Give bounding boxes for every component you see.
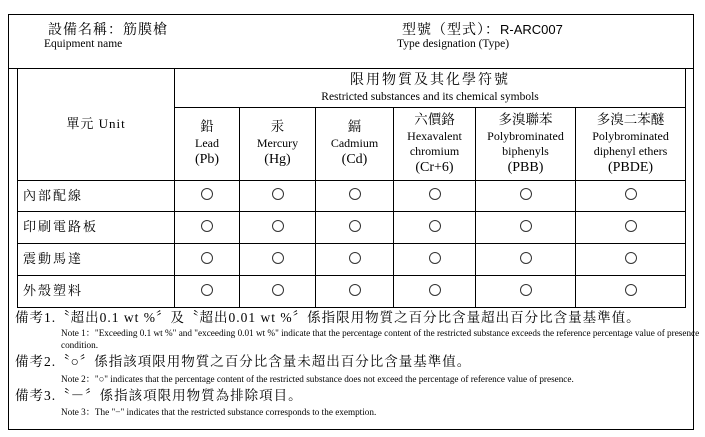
col-header-pbde: 多溴二苯醚 Polybrominated diphenyl ethers (PBDE) [576,108,686,181]
cell-mark [576,276,686,308]
cell-mark [576,212,686,244]
col-header-lead: 鉛 Lead (Pb) [175,108,240,181]
note-2-en: Note 2："○" indicates that the percentage content of the restricted substance does not exceed the percentage of reference value of presence. [61,374,574,384]
cell-mark [175,212,240,244]
cell-mark [476,181,576,212]
circle-mark-icon [625,220,637,232]
circle-mark-icon [201,284,213,296]
row-label-vibration-motor: 震動馬達 [18,244,175,276]
circle-mark-icon [520,188,532,200]
cell-mark [316,244,394,276]
cell-mark [175,276,240,308]
circle-mark-icon [201,252,213,264]
type-designation-en: Type designation (Type) [397,38,510,50]
table-row [18,244,686,276]
note-1-en: Note 1："Exceeding 0.1 wt %" and "exceeding 0.01 wt %" indicate that the percentage content of the restricted substance exceeds the reference percentage value of presence condition. [61,328,700,350]
col-header-pbb: 多溴聯苯 Polybrominated biphenyls (PBB) [476,108,576,181]
cell-mark [394,276,476,308]
restricted-substances-table [17,68,686,308]
cell-mark [240,276,316,308]
row-label-housing-plastic: 外殼塑料 [18,276,175,308]
note-3-zh: 備考3.〝－〞係指該項限用物質為排除項目。 [15,388,303,403]
circle-mark-icon [272,220,284,232]
table-row [18,181,686,212]
note-1-zh: 備考1.〝超出0.1 wt %〞及〝超出0.01 wt %〞係指限用物質之百分比含量超出百分比含量基準值。 [15,310,641,325]
circle-mark-icon [520,252,532,264]
circle-mark-icon [349,220,361,232]
table-row [18,276,686,308]
group-header-zh: 限用物質及其化學符號 [350,73,511,89]
col-header-mercury: 汞 Mercury (Hg) [240,108,316,181]
circle-mark-icon [625,252,637,264]
circle-mark-icon [429,188,441,200]
circle-mark-icon [201,220,213,232]
row-label-pcb: 印刷電路板 [18,212,175,244]
cell-mark [576,244,686,276]
cell-mark [394,244,476,276]
cell-mark [476,276,576,308]
circle-mark-icon [272,284,284,296]
unit-header: 單元 Unit [18,69,175,181]
table-group-header-row [18,69,686,108]
cell-mark [476,212,576,244]
cell-mark [394,181,476,212]
cell-mark [175,244,240,276]
circle-mark-icon [625,188,637,200]
cell-mark [316,212,394,244]
circle-mark-icon [349,188,361,200]
note-3-en: Note 3：The "−" indicates that the restricted substance corresponds to the exemption. [61,407,377,417]
cell-mark [175,181,240,212]
cell-mark [316,276,394,308]
circle-mark-icon [429,284,441,296]
col-header-hexavalent-chromium: 六價鉻 Hexavalent chromium (Cr+6) [394,108,476,181]
circle-mark-icon [349,252,361,264]
cell-mark [240,212,316,244]
cell-mark [476,244,576,276]
circle-mark-icon [272,188,284,200]
circle-mark-icon [201,188,213,200]
note-2-zh: 備考2.〝○〞係指該項限用物質之百分比含量未超出百分比含量基準值。 [15,354,472,369]
equipment-name-en: Equipment name [44,38,123,50]
circle-mark-icon [349,284,361,296]
circle-mark-icon [625,284,637,296]
group-header-en: Restricted substances and its chemical symbols [321,90,539,103]
circle-mark-icon [272,252,284,264]
circle-mark-icon [520,284,532,296]
cell-mark [394,212,476,244]
group-header [175,69,686,108]
cell-mark [576,181,686,212]
table-row [18,212,686,244]
type-designation-model: R-ARC007 [500,22,563,37]
circle-mark-icon [429,252,441,264]
type-designation-label: 型號（型式）： [402,23,500,38]
equipment-name-zh: 設備名稱：筋膜槍 [48,23,168,38]
col-header-cadmium: 鎘 Cadmium (Cd) [316,108,394,181]
cell-mark [240,181,316,212]
type-designation-zh [402,19,563,39]
cell-mark [316,181,394,212]
circle-mark-icon [520,220,532,232]
row-label-internal-wiring: 內部配線 [18,181,175,212]
cell-mark [240,244,316,276]
circle-mark-icon [429,220,441,232]
